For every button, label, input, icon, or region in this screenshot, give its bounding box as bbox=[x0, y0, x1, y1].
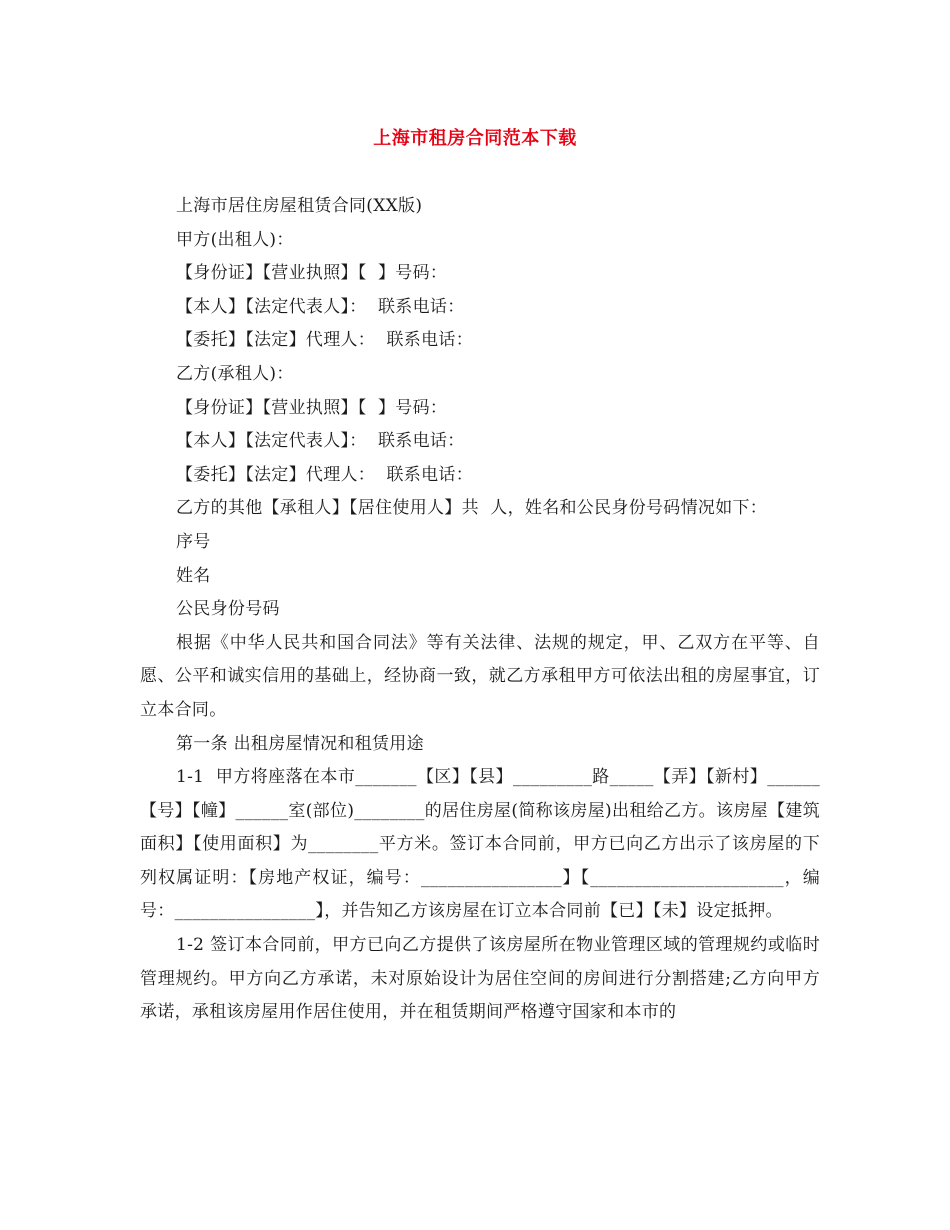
party-a-representative-line: 【本人】【法定代表人】： 联系电话： bbox=[176, 296, 465, 317]
other-occupants-line: 乙方的其他【承租人】【居住使用人】共 人，姓名和公民身份号码情况如下： bbox=[176, 498, 768, 519]
document-title: 上海市租房合同范本下载 bbox=[373, 128, 577, 149]
party-b-label: 乙方(承租人)： bbox=[176, 363, 294, 384]
party-a-label: 甲方(出租人)： bbox=[176, 229, 294, 250]
column-serial-number: 序号 bbox=[176, 531, 211, 552]
clause-1-2: 1-2 签订本合同前，甲方已向乙方提供了该房屋所在物业管理区域的管理规约或临时管理规约。甲方向乙方承诺，未对原始设计为居住空间的房间进行分割搭建;乙方向甲方承诺，承租该房屋用作居住使用，并在租赁期间严格遵守国家和本市的 bbox=[140, 935, 820, 1023]
party-b-agent-line: 【委托】【法定】代理人： 联系电话： bbox=[176, 464, 474, 485]
article-1-heading: 第一条 出租房屋情况和租赁用途 bbox=[176, 733, 424, 754]
preamble-paragraph: 根据《中华人民共和国合同法》等有关法律、法规的规定，甲、乙双方在平等、自愿、公平和诚实信用的基础上，经协商一致，就乙方承租甲方可依法出租的房屋事宜，订立本合同。 bbox=[140, 632, 820, 720]
document-body bbox=[140, 190, 820, 1030]
party-a-agent-line: 【委托】【法定】代理人： 联系电话： bbox=[176, 330, 474, 351]
column-name: 姓名 bbox=[176, 565, 211, 586]
column-id-number: 公民身份号码 bbox=[176, 599, 280, 620]
party-b-representative-line: 【本人】【法定代表人】： 联系电话： bbox=[176, 431, 465, 452]
party-a-id-line: 【身份证】【营业执照】【 】号码： bbox=[176, 263, 448, 284]
contract-heading: 上海市居住房屋租赁合同(XX版) bbox=[176, 196, 423, 216]
party-b-id-line: 【身份证】【营业执照】【 】号码： bbox=[176, 397, 448, 418]
clause-1-1: 1-1 甲方将座落在本市_______【区】【县】_________路_____【弄】【新村】______【号】【幢】______室(部位)________的居住房屋(简称该房屋)出租给乙方。该房屋【建筑面积】【使用面积】为________平方米。签订本合同前，甲方已向乙方出示了该房屋的下列权属证明：【房地产权证，编号：________________】【______________________，编号：________________】，并告知乙方该房屋在订立本合同前【已】【未】设定抵押。 bbox=[140, 767, 820, 922]
